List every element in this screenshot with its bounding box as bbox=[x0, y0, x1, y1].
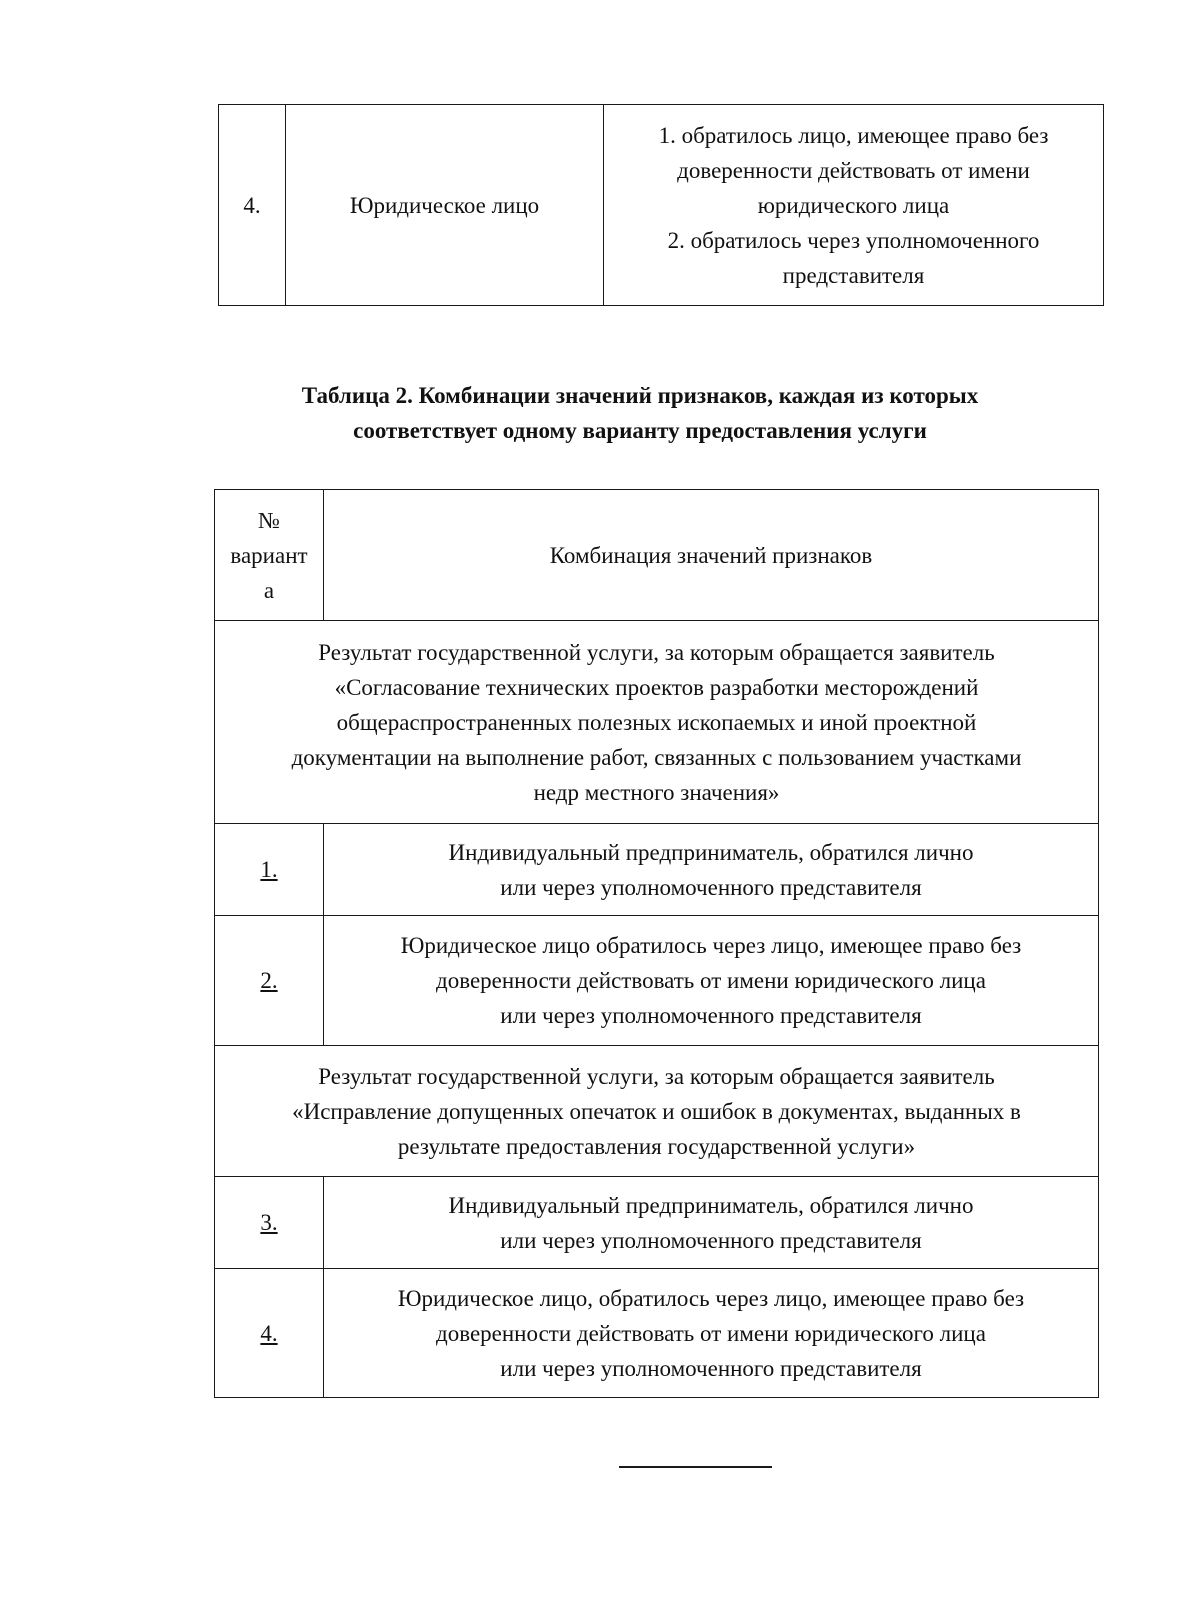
text-line: доверенности действовать от имени юридического лица bbox=[436, 1320, 986, 1346]
attribute-values bbox=[604, 105, 1104, 306]
table-row bbox=[215, 1269, 1099, 1398]
text-line: «Согласование технических проектов разработки месторождений bbox=[334, 674, 979, 700]
text-line: общераспространенных полезных ископаемых и иной проектной bbox=[336, 709, 977, 735]
variant-combination bbox=[324, 1177, 1099, 1269]
text-line: результате предоставления государственной услуги» bbox=[397, 1133, 916, 1159]
header-combination: Комбинация значений признаков bbox=[324, 490, 1099, 621]
header-line: № bbox=[258, 507, 280, 533]
applicant-type: Юридическое лицо bbox=[286, 105, 604, 306]
variant-number bbox=[215, 824, 324, 916]
text-line: Индивидуальный предприниматель, обратился лично bbox=[448, 839, 974, 865]
variant-number bbox=[215, 1177, 324, 1269]
text-line: Индивидуальный предприниматель, обратился лично bbox=[448, 1192, 974, 1218]
caption-line: Таблица 2. Комбинации значений признаков, каждая из которых bbox=[301, 383, 979, 408]
text-line: или через уполномоченного представителя bbox=[500, 1227, 922, 1253]
end-separator-line bbox=[619, 1466, 772, 1468]
text-line: доверенности действовать от имени юридического лица bbox=[436, 968, 986, 993]
text-line: Юридическое лицо, обратилось через лицо, имеющее право без bbox=[397, 1285, 1025, 1311]
table-1-continuation bbox=[218, 104, 1104, 306]
section-title bbox=[215, 621, 1099, 824]
text-line: Результат государственной услуги, за которым обращается заявитель bbox=[318, 639, 995, 665]
table-2 bbox=[214, 489, 1099, 1398]
variant-combination bbox=[324, 824, 1099, 916]
text-line: или через уполномоченного представителя bbox=[500, 1003, 922, 1028]
variant-number-text: 1. bbox=[260, 857, 278, 882]
text-line: доверенности действовать от имени bbox=[677, 157, 1030, 183]
header-variant-number bbox=[215, 490, 324, 621]
text-line: Результат государственной услуги, за которым обращается заявитель bbox=[318, 1063, 995, 1089]
section-title-row bbox=[215, 621, 1099, 824]
row-number: 4. bbox=[219, 105, 286, 306]
variant-number-text: 3. bbox=[260, 1210, 278, 1235]
text-line: Юридическое лицо обратилось через лицо, имеющее право без bbox=[400, 933, 1022, 958]
table-header-row bbox=[215, 490, 1099, 621]
variant-number bbox=[215, 1269, 324, 1398]
text-line: или через уполномоченного представителя bbox=[500, 1355, 922, 1381]
text-line: «Исправление допущенных опечаток и ошибок в документах, выданных в bbox=[292, 1098, 1021, 1124]
header-line: а bbox=[263, 577, 275, 603]
text-line: недр местного значения» bbox=[533, 779, 780, 805]
text-line: документации на выполнение работ, связанных с пользованием участками bbox=[291, 744, 1022, 770]
table-row bbox=[215, 824, 1099, 916]
table-row bbox=[215, 1177, 1099, 1269]
table-row bbox=[219, 105, 1104, 306]
section-title bbox=[215, 1046, 1099, 1177]
text-line: юридического лица bbox=[757, 192, 950, 218]
table-2-caption bbox=[200, 378, 1080, 448]
variant-number-text: 4. bbox=[260, 1320, 278, 1346]
variant-number-text: 2. bbox=[260, 968, 278, 993]
table-row bbox=[215, 916, 1099, 1046]
text-line: или через уполномоченного представителя bbox=[500, 874, 922, 900]
variant-combination bbox=[324, 1269, 1099, 1398]
text-line: 1. обратилось лицо, имеющее право без bbox=[658, 122, 1049, 148]
text-line: представителя bbox=[782, 262, 925, 288]
variant-combination bbox=[324, 916, 1099, 1046]
variant-number bbox=[215, 916, 324, 1046]
text-line: 2. обратилось через уполномоченного bbox=[667, 227, 1040, 253]
caption-line: соответствует одному варианту предоставления услуги bbox=[353, 418, 927, 443]
header-line: вариант bbox=[230, 542, 308, 568]
section-title-row bbox=[215, 1046, 1099, 1177]
